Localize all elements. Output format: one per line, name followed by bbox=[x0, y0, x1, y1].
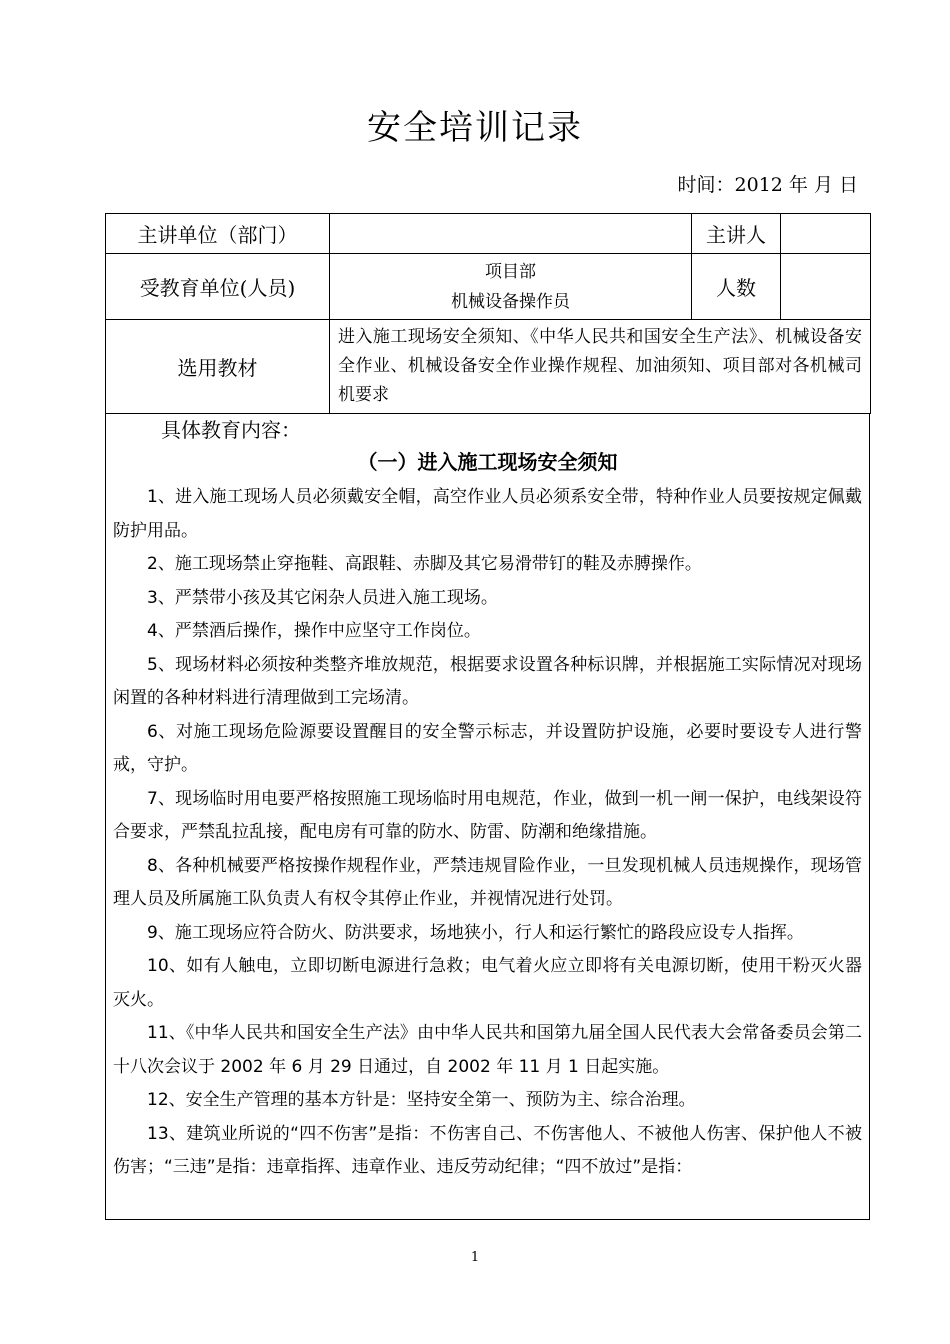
lecturer-label: 主讲人 bbox=[692, 214, 781, 254]
lecturer-unit-label: 主讲单位（部门） bbox=[106, 214, 330, 254]
page-number: 1 bbox=[470, 1250, 480, 1265]
paragraph: 9、施工现场应符合防火、防洪要求，场地狭小，行人和运行繁忙的路段应设专人指挥。 bbox=[147, 922, 804, 943]
paragraph: 2、施工现场禁止穿拖鞋、高跟鞋、赤脚及其它易滑带钉的鞋及赤膊操作。 bbox=[147, 554, 702, 574]
section-title: （一）进入施工现场安全须知 bbox=[357, 450, 618, 474]
paragraph: 1、进入施工现场人员必须戴安全帽，高空作业人员必须系安全带，特种作业人员要按规定佩戴防护用品。 bbox=[113, 487, 862, 541]
trainee-row bbox=[106, 254, 871, 320]
paragraph: 7、现场临时用电要严格按照施工现场临时用电规范，作业，做到一机一闸一保护，电线架设符合要求，严禁乱拉乱接，配电房有可靠的防水、防雷、防潮和绝缘措施。 bbox=[113, 788, 862, 842]
paragraph: 8、各种机械要严格按操作规程作业，严禁违规冒险作业，一旦发现机械人员违规操作，现场管理人员及所属施工队负责人有权令其停止作业，并视情况进行处罚。 bbox=[113, 855, 862, 909]
count-label: 人数 bbox=[692, 254, 781, 320]
date-line: 时间：2012 年 月 日 bbox=[677, 174, 858, 196]
paragraph: 3、严禁带小孩及其它闲杂人员进入施工现场。 bbox=[147, 587, 498, 608]
paragraph: 11、《中华人民共和国安全生产法》由中华人民共和国第九届全国人民代表大会常备委员会第二十八次会议于 2002 年 6 月 29 日通过，自 2002 年 11 月 1 日起实施。 bbox=[113, 1023, 862, 1077]
trainee-unit-line2: 机械设备操作员 bbox=[451, 291, 570, 312]
paragraph: 10、如有人触电，立即切断电源进行急救；电气着火应立即将有关电源切断，使用干粉灭火器灭火。 bbox=[113, 956, 862, 1010]
info-table bbox=[105, 213, 871, 414]
trainee-unit-line1: 项目部 bbox=[485, 261, 536, 282]
lecturer-unit-value bbox=[330, 214, 692, 254]
materials-row bbox=[106, 320, 871, 414]
paragraph: 4、严禁酒后操作，操作中应坚守工作岗位。 bbox=[147, 621, 481, 641]
trainee-unit-value bbox=[330, 254, 692, 320]
paragraph: 13、建筑业所说的“四不伤害”是指：不伤害自己、不伤害他人、不被他人伤害、保护他人不被伤害；“三违”是指：违章指挥、违章作业、违反劳动纪律；“四不放过”是指： bbox=[113, 1123, 862, 1177]
materials-text: 进入施工现场安全须知、《中华人民共和国安全生产法》、机械设备安全作业、机械设备安全作业操作规程、加油须知、项目部对各机械司机要求 bbox=[330, 320, 871, 414]
trainee-unit-label: 受教育单位(人员) bbox=[106, 254, 330, 320]
lecturer-value bbox=[781, 214, 871, 254]
paragraph: 12、安全生产管理的基本方针是：坚持安全第一、预防为主、综合治理。 bbox=[147, 1090, 696, 1110]
lecturer-row bbox=[106, 214, 871, 254]
paragraph: 6、对施工现场危险源要设置醒目的安全警示标志，并设置防护设施，必要时要设专人进行警戒，守护。 bbox=[113, 721, 862, 775]
materials-label: 选用教材 bbox=[106, 320, 330, 414]
count-value bbox=[781, 254, 871, 320]
paragraph: 5、现场材料必须按种类整齐堆放规范，根据要求设置各种标识牌，并根据施工实际情况对现场闲置的各种材料进行清理做到工完场清。 bbox=[113, 654, 862, 708]
content-label: 具体教育内容： bbox=[161, 418, 301, 442]
content-section bbox=[105, 413, 870, 1220]
document-title: 安全培训记录 bbox=[367, 108, 583, 148]
